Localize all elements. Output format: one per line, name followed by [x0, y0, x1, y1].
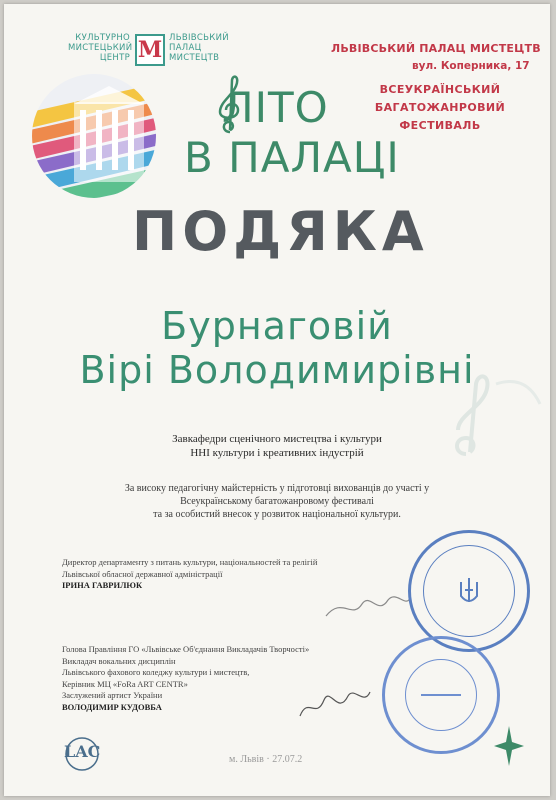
document-heading: ПОДЯКА	[132, 200, 429, 263]
recipient-position: Завкафедри сценічного мистецтва і культури ННІ культури і креативних індустрій	[172, 433, 382, 459]
signatory-2-name: ВОЛОДИМИР КУДОВБА	[62, 701, 162, 712]
venue-name: ЛЬВІВСЬКИЙ ПАЛАЦ МИСТЕЦТВ	[331, 42, 541, 55]
festival-title-line2: В ПАЛАЦІ	[184, 133, 400, 182]
center-name-right: ЛЬВІВСЬКИЙ ПАЛАЦ МИСТЕЦТВ	[169, 33, 229, 63]
recipient-given-names: Вірі Володимирівні	[79, 348, 475, 392]
festival-title-line1: ЛІТО	[222, 83, 329, 132]
state-administration-stamp	[408, 530, 530, 652]
center-name-left: КУЛЬТУРНО МИСТЕЦЬКИЙ ЦЕНТР	[68, 33, 133, 63]
signatory-1-block: Директор департаменту з питань культури, національностей та релігій Львівської обласної державної адміністрації ІРИНА ГАВРИЛЮК	[62, 557, 318, 590]
palace-emblem-graphic	[30, 72, 164, 202]
trident-icon	[457, 576, 481, 606]
signatory-1-name: ІРИНА ГАВРИЛЮК	[62, 580, 143, 590]
treble-clef-icon	[214, 74, 244, 136]
signature-1-graphic	[322, 586, 412, 626]
sparkle-icon	[494, 726, 524, 766]
lac-logo-text: LAC	[64, 742, 101, 761]
venue-address: вул. Коперника, 17	[412, 60, 530, 72]
recipient-surname: Бурнаговій	[161, 304, 393, 348]
palace-logo: М	[135, 34, 165, 66]
place-and-date: м. Львів · 27.07.2	[229, 754, 303, 765]
certificate-sheet	[4, 4, 550, 796]
festival-type: ВСЕУКРАЇНСЬКИЙ БАГАТОЖАНРОВИЙ ФЕСТИВАЛЬ	[374, 83, 506, 132]
signature-2-graphic	[294, 676, 374, 726]
signatory-2-block: Голова Правління ГО «Львівське Об'єднання Викладачів Творчості» Викладач вокальних дисциплін Львівського фахового коледжу культури і мистецтв, Керівник МЦ «FoRa ART CENTR» Заслужений артист України ВОЛОДИМИР КУДОВБА	[62, 644, 310, 712]
award-reason: За високу педагогічну майстерність у підготовці вихованців до участі у Всеукраїнському багатожанровому фестивалі та за особистий внесок у розвиток національної культури.	[124, 483, 430, 520]
organization-stamp	[382, 636, 500, 754]
